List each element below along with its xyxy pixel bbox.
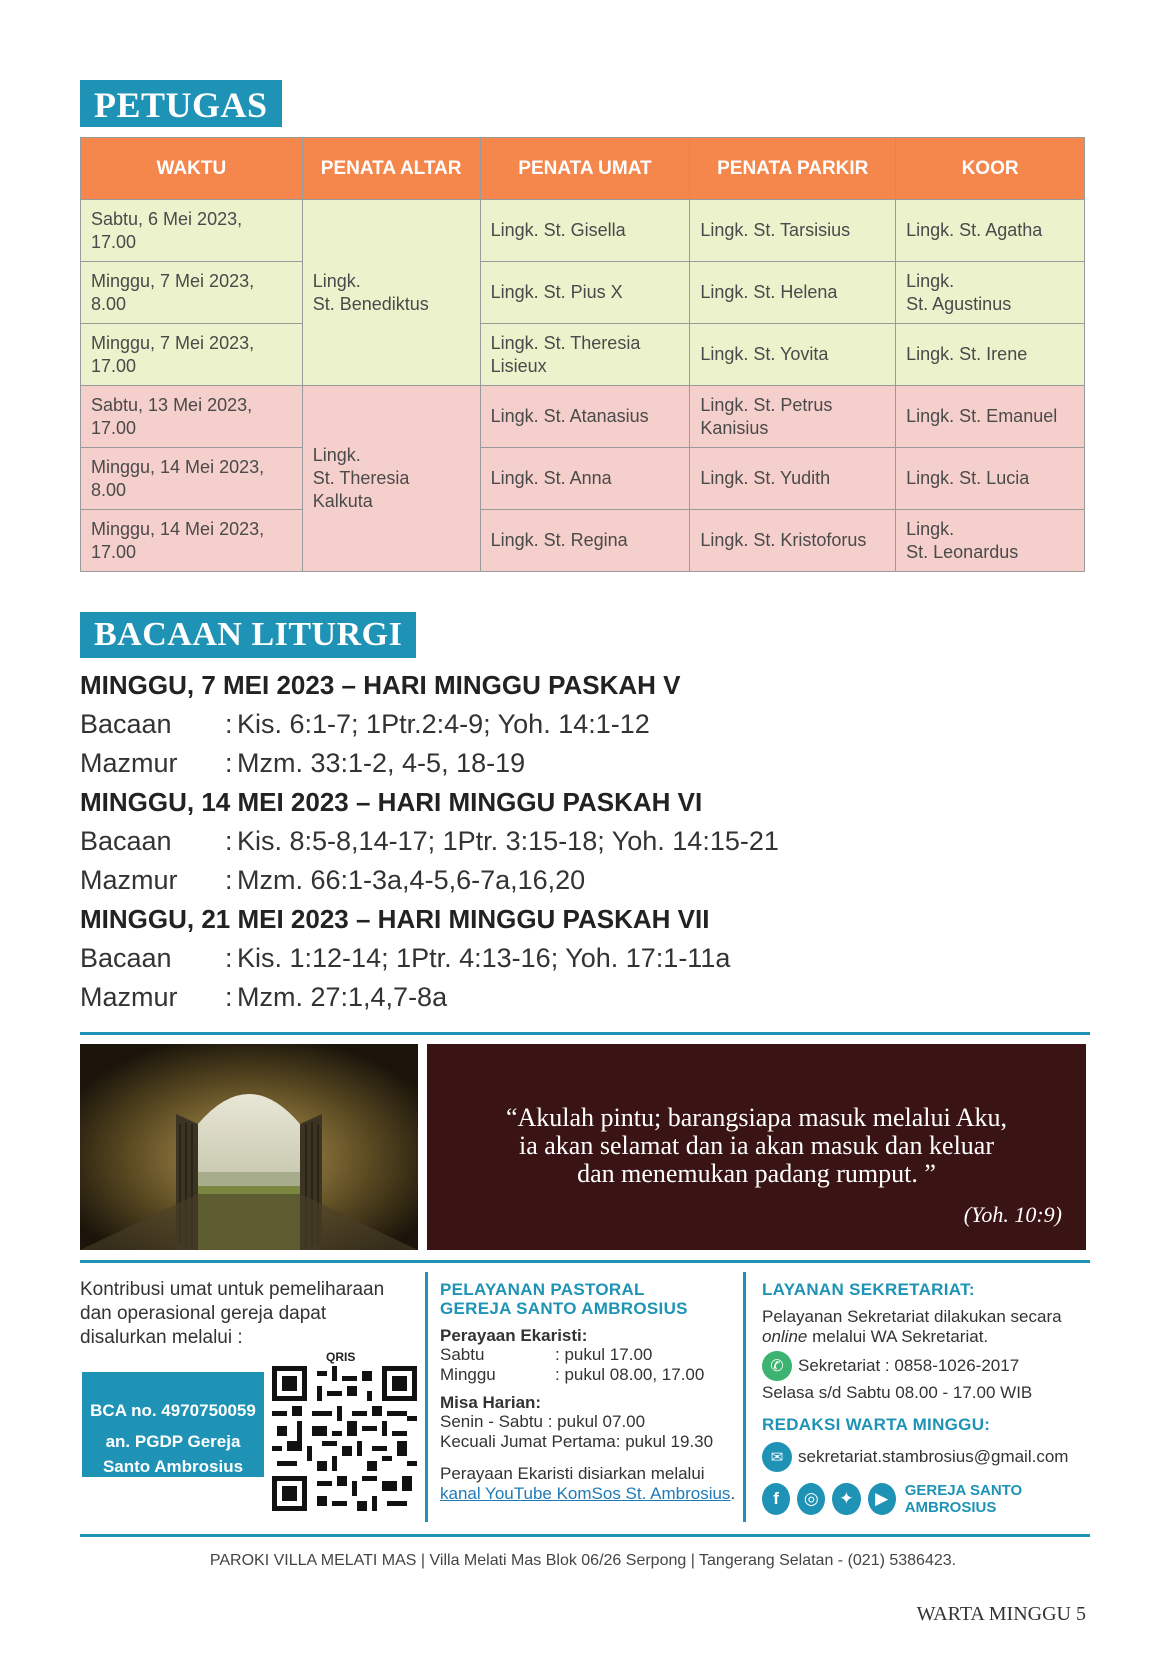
cell-umat: Lingk. St. Atanasius (480, 386, 690, 448)
harian-line-2: Kecuali Jumat Pertama: pukul 19.30 (440, 1432, 714, 1451)
pastoral-heading-2: GEREJA SANTO AMBROSIUS (440, 1299, 688, 1318)
quote-text: “Akulah pintu; barangsiapa masuk melalui Aku, ia akan selamat dan ia akan masuk dan keluar dan menemukan padang rumput. ” (505, 1103, 1008, 1188)
table-row (81, 200, 1085, 262)
cell-waktu: Sabtu, 13 Mei 2023, 17.00 (81, 386, 303, 448)
colon: : (225, 709, 233, 739)
door-image (80, 1044, 418, 1250)
mazmur-line (80, 744, 1090, 783)
pastoral-column (440, 1280, 740, 1504)
contribution-text: Kontribusi umat untuk pemeliharaan dan operasional gereja dapat disalurkan melalui : (80, 1279, 385, 1348)
cell-waktu: Minggu, 14 Mei 2023, 17.00 (81, 510, 303, 572)
qris-code-icon[interactable] (272, 1366, 417, 1511)
week-heading: MINGGU, 14 MEI 2023 – HARI MINGGU PASKAH VI (80, 787, 703, 817)
instagram-icon[interactable]: ◎ (797, 1483, 825, 1515)
siaran-end: . (730, 1484, 736, 1503)
email-contact[interactable] (762, 1442, 1092, 1472)
table-row (81, 510, 1085, 572)
bacaan-title: BACAAN LITURGI (80, 612, 416, 658)
bacaan-line (80, 705, 1090, 744)
mazmur-line (80, 861, 1090, 900)
colon: : (225, 982, 233, 1012)
petugas-table (80, 137, 1085, 572)
mazmur-label: Mazmur (80, 982, 178, 1012)
cell-koor: Lingk. St. Agustinus (896, 262, 1085, 324)
cell-koor: Lingk. St. Emanuel (896, 386, 1085, 448)
cell-koor: Lingk. St. Agatha (896, 200, 1085, 262)
header-penata-altar: PENATA ALTAR (302, 138, 480, 200)
account-holder-line2: Santo Ambrosius (102, 1457, 244, 1476)
cell-waktu: Sabtu, 6 Mei 2023, 17.00 (81, 200, 303, 262)
cell-umat: Lingk. St. Gisella (480, 200, 690, 262)
bacaan-value: Kis. 6:1-7; 1Ptr.2:4-9; Yoh. 14:1-12 (237, 709, 650, 739)
cell-umat: Lingk. St. Anna (480, 448, 690, 510)
cell-parkir: Lingk. St. Kristoforus (690, 510, 896, 572)
table-row (81, 386, 1085, 448)
twitter-icon[interactable]: ✦ (832, 1483, 860, 1515)
header-penata-umat: PENATA UMAT (480, 138, 690, 200)
mazmur-label: Mazmur (80, 865, 178, 895)
social-brand: GEREJA SANTO AMBROSIUS (904, 1482, 1023, 1516)
cell-koor: Lingk. St. Leonardus (896, 510, 1085, 572)
sekretariat-hours: Selasa s/d Sabtu 08.00 - 17.00 WIB (762, 1383, 1033, 1402)
whatsapp-icon: ✆ (762, 1351, 792, 1381)
table-row (81, 262, 1085, 324)
divider (80, 1032, 1090, 1035)
cell-altar-group: Lingk. St. Benediktus (302, 200, 480, 386)
harian-line-1: Senin - Sabtu : pukul 07.00 (440, 1412, 646, 1431)
column-divider (425, 1272, 428, 1522)
quote-box (427, 1044, 1086, 1250)
youtube-icon[interactable]: ▶ (868, 1483, 896, 1515)
header-penata-parkir: PENATA PARKIR (690, 138, 896, 200)
sekretariat-desc-2-line (762, 1327, 1092, 1347)
cell-altar-group: Lingk. St. Theresia Kalkuta (302, 386, 480, 572)
cell-parkir: Lingk. St. Yovita (690, 324, 896, 386)
colon: : (225, 865, 233, 895)
bacaan-value: Kis. 1:12-14; 1Ptr. 4:13-16; Yoh. 17:1-11a (237, 943, 731, 973)
week-heading: MINGGU, 21 MEI 2023 – HARI MINGGU PASKAH VII (80, 904, 710, 934)
column-divider (743, 1272, 746, 1522)
siaran-link-line (440, 1484, 740, 1504)
schedule-time: : pukul 08.00, 17.00 (555, 1365, 705, 1384)
cell-parkir: Lingk. St. Helena (690, 262, 896, 324)
divider (80, 1534, 1090, 1537)
petugas-title: PETUGAS (80, 80, 282, 127)
cell-koor: Lingk. St. Irene (896, 324, 1085, 386)
cell-parkir: Lingk. St. Yudith (690, 448, 896, 510)
week-heading: MINGGU, 7 MEI 2023 – HARI MINGGU PASKAH V (80, 670, 681, 700)
ekaristi-title: Perayaan Ekaristi: (440, 1326, 588, 1345)
header-waktu: WAKTU (81, 138, 303, 200)
table-row (81, 324, 1085, 386)
mazmur-line (80, 978, 1090, 1017)
colon: : (225, 826, 233, 856)
cell-waktu: Minggu, 7 Mei 2023, 8.00 (81, 262, 303, 324)
account-holder-line1: an. PGDP Gereja (105, 1432, 241, 1451)
cell-parkir: Lingk. St. Petrus Kanisius (690, 386, 896, 448)
sekretariat-desc-2: melalui WA Sekretariat. (807, 1327, 989, 1346)
email-icon: ✉ (762, 1442, 792, 1472)
schedule-day: Sabtu (440, 1345, 485, 1364)
bacaan-label: Bacaan (80, 943, 172, 973)
siaran-text: Perayaan Ekaristi disiarkan melalui (440, 1464, 705, 1483)
contribution-column (80, 1278, 410, 1476)
colon: : (225, 748, 233, 778)
youtube-channel-link[interactable]: kanal YouTube KomSos St. Ambrosius (440, 1484, 731, 1503)
bacaan-line (80, 822, 1090, 861)
cell-waktu: Minggu, 7 Mei 2023, 17.00 (81, 324, 303, 386)
sekretariat-desc-1: Pelayanan Sekretariat dilakukan secara (762, 1307, 1062, 1326)
facebook-icon[interactable]: f (762, 1483, 790, 1515)
cell-umat: Lingk. St. Pius X (480, 262, 690, 324)
mazmur-value: Mzm. 66:1-3a,4-5,6-7a,16,20 (237, 865, 586, 895)
cell-waktu: Minggu, 14 Mei 2023, 8.00 (81, 448, 303, 510)
bacaan-line (80, 939, 1090, 978)
whatsapp-number: Sekretariat : 0858-1026-2017 (798, 1356, 1020, 1375)
social-links (762, 1482, 1092, 1516)
schedule-row (440, 1345, 740, 1365)
bacaan-label: Bacaan (80, 826, 172, 856)
readings-list (80, 666, 1090, 1017)
footer-address: PAROKI VILLA MELATI MAS | Villa Melati Mas Blok 06/26 Serpong | Tangerang Selatan - (021) 5386423. (209, 1552, 957, 1569)
schedule-row (440, 1365, 740, 1385)
qris-label: QRIS (326, 1350, 356, 1364)
pastoral-heading-1: PELAYANAN PASTORAL (440, 1280, 645, 1299)
table-row (81, 448, 1085, 510)
cell-parkir: Lingk. St. Tarsisius (690, 200, 896, 262)
table-header-row (81, 138, 1085, 200)
quote-reference: (Yoh. 10:9) (963, 1202, 1062, 1227)
divider (80, 1260, 1090, 1263)
cell-koor: Lingk. St. Lucia (896, 448, 1085, 510)
schedule-time: : pukul 17.00 (555, 1345, 653, 1364)
header-koor: KOOR (896, 138, 1085, 200)
online-word: online (762, 1327, 808, 1346)
bacaan-value: Kis. 8:5-8,14-17; 1Ptr. 3:15-18; Yoh. 14:15-21 (237, 826, 779, 856)
mazmur-value: Mzm. 27:1,4,7-8a (237, 982, 448, 1012)
mazmur-label: Mazmur (80, 748, 178, 778)
redaksi-heading: REDAKSI WARTA MINGGU: (762, 1415, 991, 1434)
colon: : (225, 943, 233, 973)
whatsapp-contact[interactable] (762, 1351, 1092, 1381)
bank-account-box (82, 1372, 264, 1477)
mazmur-value: Mzm. 33:1-2, 4-5, 18-19 (237, 748, 526, 778)
cell-umat: Lingk. St. Regina (480, 510, 690, 572)
email-address: sekretariat.stambrosius@gmail.com (798, 1447, 1069, 1466)
sekretariat-column (762, 1280, 1092, 1516)
bacaan-label: Bacaan (80, 709, 172, 739)
cell-umat: Lingk. St. Theresia Lisieux (480, 324, 690, 386)
sekretariat-heading: LAYANAN SEKRETARIAT: (762, 1280, 975, 1299)
bank-account: BCA no. 4970750059 (90, 1401, 256, 1420)
page-number: WARTA MINGGU 5 (916, 1603, 1086, 1625)
schedule-day: Minggu (440, 1365, 496, 1384)
harian-title: Misa Harian: (440, 1393, 542, 1412)
